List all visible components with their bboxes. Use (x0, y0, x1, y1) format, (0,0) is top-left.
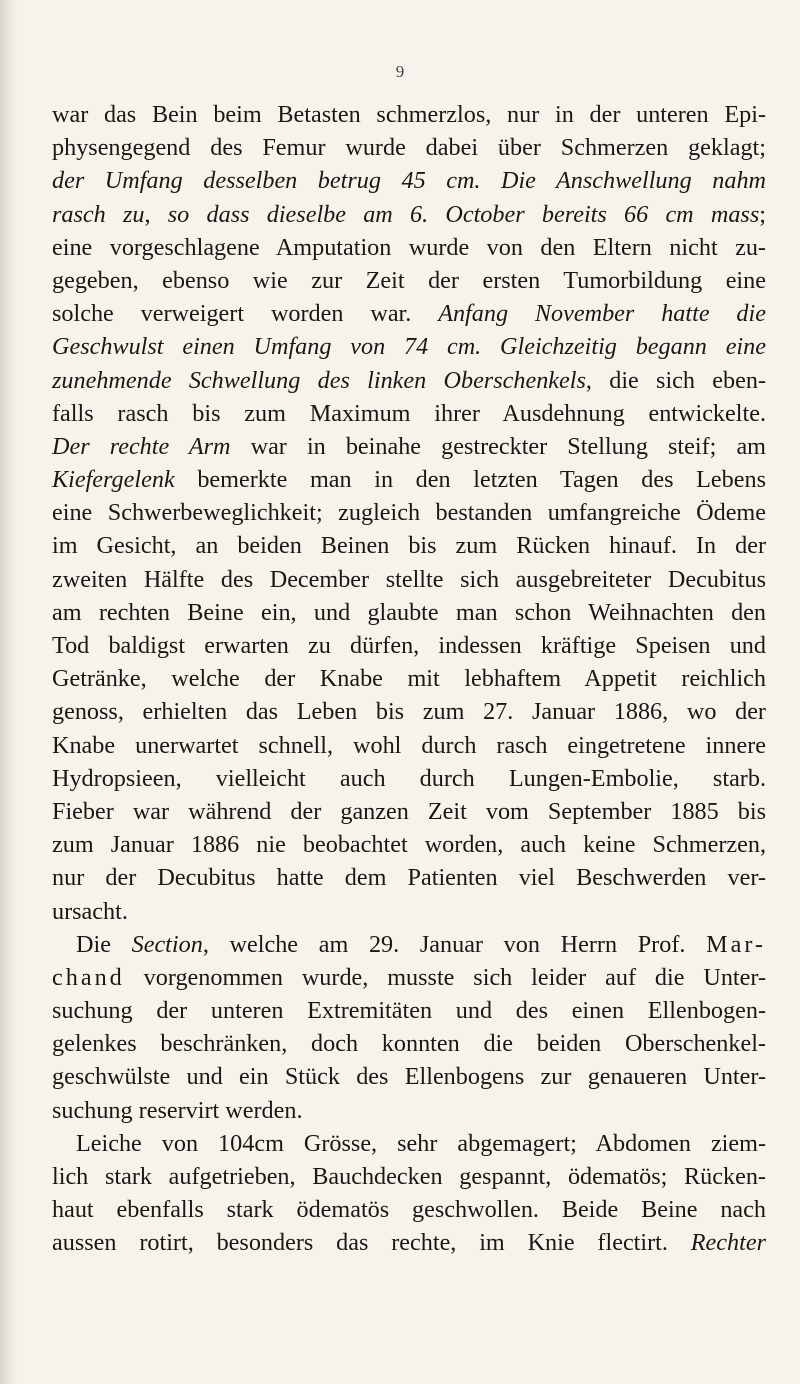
text-span: vorgenommen wurde, musste sich leider auf die Unter- (124, 963, 766, 991)
text-line (52, 861, 766, 894)
text-line (52, 496, 766, 529)
text-span: zum Januar 1886 nie beobachtet worden, auch keine Schmerzen, (52, 831, 766, 859)
text-span: eine Schwerbeweglichkeit; zugleich bestanden umfangreiche Ödeme (52, 499, 766, 527)
text-span: Knabe unerwartet schnell, wohl durch rasch eingetretene innere (52, 731, 766, 759)
text-line (52, 895, 766, 928)
text-span: Fieber war während der ganzen Zeit vom September 1885 bis (52, 797, 766, 825)
text-span: zweiten Hälfte des December stellte sich ausgebreiteter Decubitus (52, 565, 766, 593)
text-line (52, 729, 766, 762)
text-span: gegeben, ebenso wie zur Zeit der ersten Tumorbildung eine (52, 266, 766, 294)
text-span: ; (759, 200, 766, 228)
text-span: war das Bein beim Betasten schmerzlos, nur in der unteren Epi- (52, 101, 766, 128)
text-span: solche verweigert worden war. (52, 300, 439, 328)
text-line (52, 994, 766, 1027)
text-line (52, 264, 766, 297)
text-span: war in beinahe gestreckter Stellung steif; am (230, 432, 766, 460)
italic-text: der Umfang desselben betrug 45 cm. Die Anschwellung nahm (52, 167, 766, 195)
text-span: geschwülste und ein Stück des Ellenbogens zur genaueren Unter- (52, 1063, 766, 1091)
text-line (52, 198, 766, 231)
text-span: Die (76, 930, 132, 958)
text-span: haut ebenfalls stark ödematös geschwollen. Beide Beine nach (52, 1196, 766, 1224)
text-line (52, 463, 766, 496)
body-text (52, 98, 766, 1260)
text-line (52, 1060, 766, 1093)
text-span: suchung der unteren Extremitäten und des einen Ellenbogen- (52, 997, 766, 1025)
text-span: Leiche von 104cm Grösse, sehr abgemagert; Abdomen ziem- (76, 1129, 766, 1157)
spaced-name: chand (52, 963, 125, 991)
text-line (52, 1226, 766, 1259)
text-span: , die sich eben- (585, 366, 767, 394)
text-span: bemerkte man in den letzten Tagen des Lebens (174, 466, 766, 494)
text-line (52, 1193, 766, 1226)
text-line (52, 231, 766, 264)
italic-text: Geschwulst einen Umfang von 74 cm. Gleichzeitig begann eine (52, 333, 766, 361)
text-span: im Gesicht, an beiden Beinen bis zum Rücken hinauf. In der (52, 532, 766, 560)
text-line (52, 762, 766, 795)
italic-text: Kiefergelenk (52, 466, 175, 494)
text-line (52, 596, 766, 629)
text-line (52, 330, 766, 363)
text-span: , welche am 29. Januar von Herrn Prof. (202, 930, 707, 958)
page-spine-shadow (0, 0, 18, 1384)
italic-text: so dass dieselbe am 6. October bereits 66 cm mass (167, 200, 760, 228)
text-line (52, 131, 766, 164)
text-span: physengegend des Femur wurde dabei über Schmerzen geklagt; (52, 134, 766, 162)
text-span: gelenkes beschränken, doch konnten die beiden Oberschenkel- (52, 1030, 766, 1058)
text-line (52, 629, 766, 662)
text-span: am rechten Beine ein, und glaubte man schon Weihnachten den (52, 598, 766, 626)
italic-text: Rechter (690, 1229, 766, 1257)
text-line (52, 928, 766, 961)
text-span: , (144, 200, 168, 228)
text-line (52, 430, 766, 463)
page-number: 9 (395, 62, 405, 81)
text-line (52, 1127, 766, 1160)
text-span: nur der Decubitus hatte dem Patienten viel Beschwerden ver- (52, 864, 766, 892)
text-line (52, 364, 766, 397)
text-line (52, 563, 766, 596)
text-span: aussen rotirt, besonders das rechte, im Knie flectirt. (52, 1229, 691, 1257)
text-span: Getränke, welche der Knabe mit lebhaftem Appetit reichlich (52, 665, 766, 693)
text-span: ursacht. (52, 897, 128, 925)
italic-text: Der rechte Arm (52, 432, 231, 460)
spaced-name: Mar- (706, 930, 766, 958)
text-line (52, 164, 766, 197)
text-line (52, 1160, 766, 1193)
text-line (52, 297, 766, 330)
text-span: Tod baldigst erwarten zu dürfen, indessen kräftige Speisen und (52, 632, 766, 659)
text-line (52, 828, 766, 861)
text-line (52, 695, 766, 728)
text-line (52, 98, 766, 131)
text-span: genoss, erhielten das Leben bis zum 27. Januar 1886, wo der (52, 698, 766, 726)
italic-text: Section (131, 930, 203, 958)
text-span: lich stark aufgetrieben, Bauchdecken gespannt, ödematös; Rücken- (52, 1163, 766, 1190)
italic-text: zunehmende Schwellung des linken Oberschenkels (52, 366, 586, 394)
text-line (52, 1094, 766, 1127)
text-line (52, 662, 766, 695)
text-line (52, 961, 766, 994)
text-span: Hydropsieen, vielleicht auch durch Lungen-Embolie, starb. (52, 764, 766, 792)
text-line (52, 529, 766, 562)
italic-text: rasch zu (52, 200, 145, 228)
text-span: falls rasch bis zum Maximum ihrer Ausdehnung entwickelte. (52, 399, 766, 427)
text-line (52, 1027, 766, 1060)
text-line (52, 795, 766, 828)
text-line (52, 397, 766, 430)
text-span: suchung reservirt werden. (52, 1096, 303, 1124)
text-span: eine vorgeschlagene Amputation wurde von den Eltern nicht zu- (52, 233, 766, 261)
italic-text: Anfang November hatte die (438, 300, 766, 328)
